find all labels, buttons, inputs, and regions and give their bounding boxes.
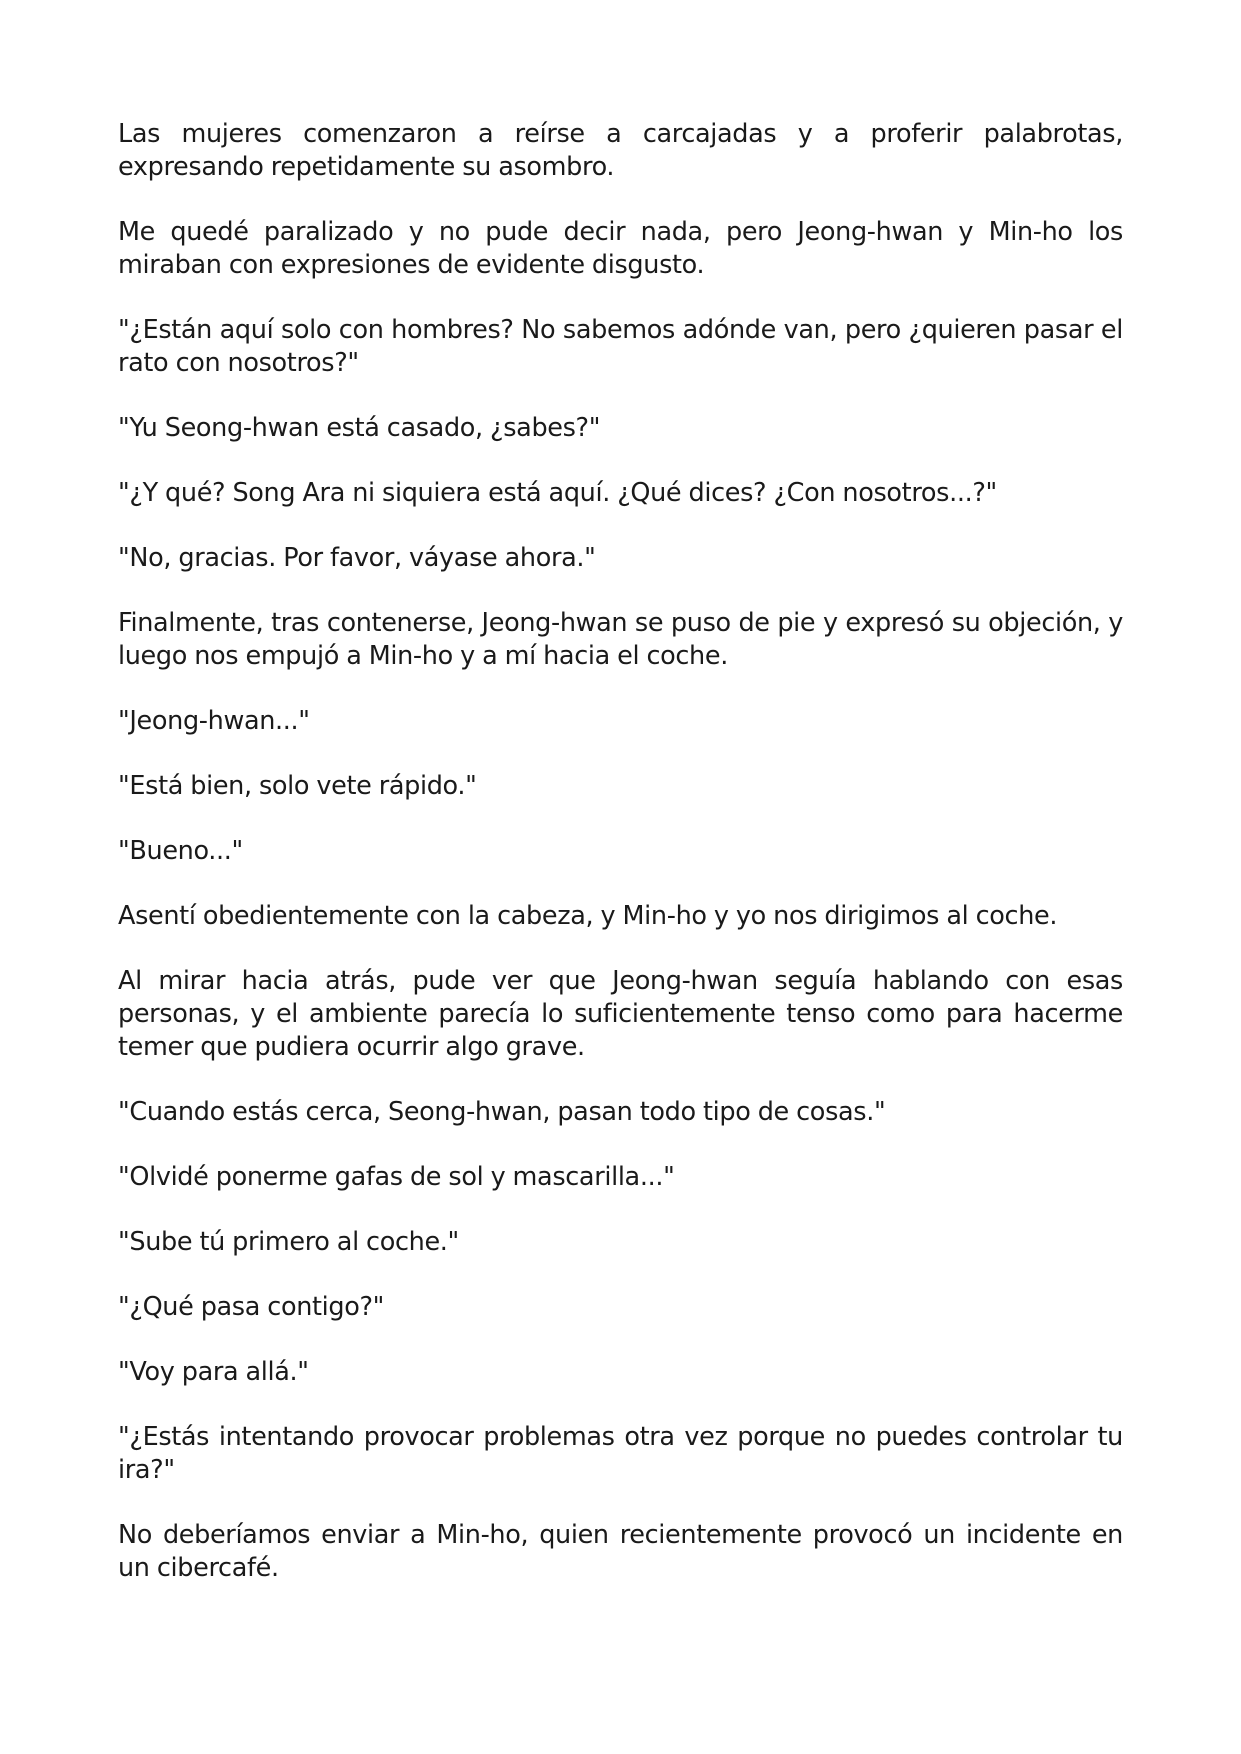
paragraph-14: "Olvidé ponerme gafas de sol y mascarilla..." (118, 1162, 675, 1192)
paragraph-19: No deberíamos enviar a Min-ho, quien recientemente provocó un incidente en un cibercafé. (118, 1520, 1123, 1583)
paragraph-15: "Sube tú primero al coche." (118, 1227, 459, 1257)
paragraph-2: Me quedé paralizado y no pude decir nada, pero Jeong-hwan y Min-ho los miraban con expresiones de evidente disgusto. (118, 217, 1123, 280)
paragraph-11: Asentí obedientemente con la cabeza, y Min-ho y yo nos dirigimos al coche. (118, 901, 1058, 931)
document-body (118, 118, 1123, 1617)
paragraph-13: "Cuando estás cerca, Seong-hwan, pasan todo tipo de cosas." (118, 1097, 886, 1127)
paragraph-7: Finalmente, tras contenerse, Jeong-hwan se puso de pie y expresó su objeción, y luego nos empujó a Min-ho y a mí hacia el coche. (118, 608, 1123, 671)
paragraph-8: "Jeong-hwan..." (118, 706, 310, 736)
paragraph-6: "No, gracias. Por favor, váyase ahora." (118, 543, 596, 573)
paragraph-4: "Yu Seong-hwan está casado, ¿sabes?" (118, 413, 601, 443)
paragraph-17: "Voy para allá." (118, 1357, 309, 1387)
paragraph-5: "¿Y qué? Song Ara ni siquiera está aquí. ¿Qué dices? ¿Con nosotros...?" (118, 478, 997, 508)
paragraph-9: "Está bien, solo vete rápido." (118, 771, 477, 801)
paragraph-1: Las mujeres comenzaron a reírse a carcajadas y a proferir palabrotas, expresando repetidamente su asombro. (118, 119, 1123, 182)
paragraph-18: "¿Estás intentando provocar problemas otra vez porque no puedes controlar tu ira?" (118, 1422, 1123, 1485)
paragraph-12: Al mirar hacia atrás, pude ver que Jeong-hwan seguía hablando con esas personas, y el ambiente parecía lo suficientemente tenso como para hacerme temer que pudiera ocurrir algo grave. (118, 966, 1123, 1062)
paragraph-10: "Bueno..." (118, 836, 243, 866)
paragraph-3: "¿Están aquí solo con hombres? No sabemos adónde van, pero ¿quieren pasar el rato con nosotros?" (118, 315, 1123, 378)
paragraph-16: "¿Qué pasa contigo?" (118, 1292, 385, 1322)
